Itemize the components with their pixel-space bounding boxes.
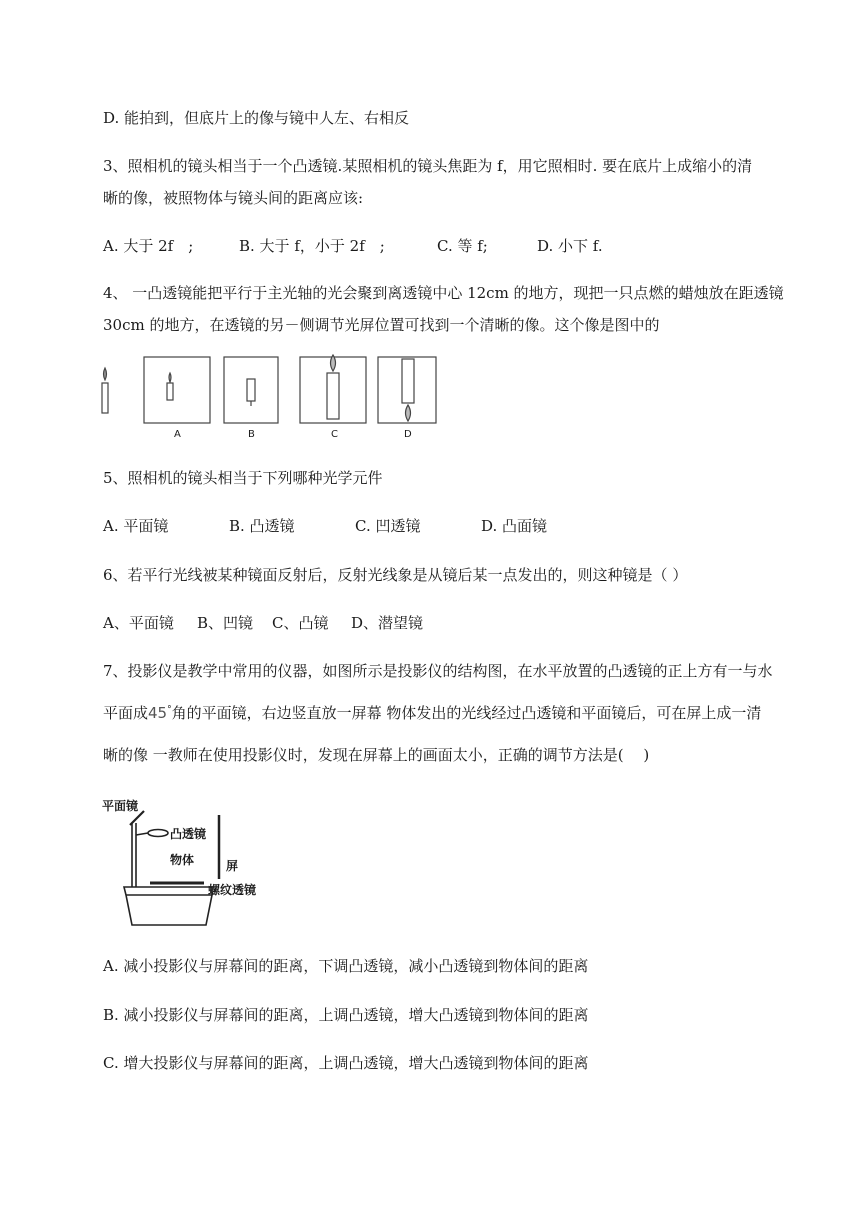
q6-option-a: A、平面镜 bbox=[103, 614, 174, 632]
projector-base bbox=[124, 887, 212, 925]
q3-option-b: B. 大于 f，小于 2f ; bbox=[239, 237, 385, 255]
option-a-candle-icon bbox=[167, 383, 173, 400]
q6-option-c: C、凸镜 bbox=[272, 614, 329, 632]
option-c-candle-icon bbox=[327, 373, 339, 419]
q5-option-c: C. 凹透镜 bbox=[355, 517, 421, 535]
label-object: 物体 bbox=[170, 853, 195, 867]
q7-option-b: B. 减小投影仪与屏幕间的距离，上调凸透镜，增大凸透镜到物体间的距离 bbox=[103, 1006, 589, 1024]
option-a-frame bbox=[144, 357, 210, 423]
q7-option-a: A. 减小投影仪与屏幕间的距离，下调凸透镜，减小凸透镜到物体间的距离 bbox=[103, 957, 589, 975]
label-lens: 凸透镜 bbox=[170, 827, 207, 841]
lens-icon bbox=[148, 830, 168, 837]
q5-stem: 5、照相机的镜头相当于下列哪种光学元件 bbox=[103, 469, 383, 487]
original-flame-icon bbox=[104, 368, 107, 380]
q6-stem: 6、若平行光线被某种镜面反射后，反射光线象是从镜后某一点发出的，则这种镜是（ ） bbox=[103, 566, 688, 584]
q3-stem-line2: 晰的像，被照物体与镜头间的距离应该: bbox=[103, 189, 364, 207]
q3-stem-line1: 3、照相机的镜头相当于一个凸透镜.某照相机的镜头焦距为 f，用它照相时. 要在底片上成缩小的清 bbox=[103, 157, 753, 175]
q5-option-a: A. 平面镜 bbox=[103, 517, 169, 535]
option-d-candle-icon bbox=[402, 359, 414, 403]
q2-option-d: D. 能拍到，但底片上的像与镜中人左、右相反 bbox=[103, 109, 410, 127]
option-b-candle-icon bbox=[247, 379, 255, 401]
q7-degree: ° bbox=[167, 705, 172, 715]
q5-option-b: B. 凸透镜 bbox=[229, 517, 295, 535]
q5-option-d: D. 凸面镜 bbox=[481, 517, 548, 535]
q4-label-a: A bbox=[174, 429, 181, 440]
q7-stem-line2 bbox=[103, 700, 761, 723]
original-candle-icon bbox=[102, 383, 108, 413]
q3-option-c: C. 等 f; bbox=[437, 237, 488, 255]
q7-stem-line3: 晰的像 一教师在使用投影仪时，发现在屏幕上的画面太小，正确的调节方法是( ) bbox=[103, 746, 650, 764]
q4-stem-line2: 30cm 的地方，在透镜的另－侧调节光屏位置可找到一个清晰的像。这个像是图中的 bbox=[103, 316, 660, 334]
label-screen: 屏 bbox=[226, 859, 239, 873]
q4-candle-figure bbox=[100, 353, 440, 445]
option-b-frame bbox=[224, 357, 278, 423]
q7-projector-figure bbox=[100, 795, 280, 935]
q7-stem-line2-b: 角的平面镜，右边竖直放一屏幕 物体发出的光线经过凸透镜和平面镜后，可在屏上成一清 bbox=[171, 704, 762, 722]
q4-candle-figure-svg bbox=[100, 353, 440, 445]
q7-option-c: C. 增大投影仪与屏幕间的距离，上调凸透镜，增大凸透镜到物体间的距离 bbox=[103, 1054, 589, 1072]
q4-label-c: C bbox=[331, 429, 338, 440]
q4-stem-line1: 4、 一凸透镜能把平行于主光轴的光会聚到离透镜中心 12cm 的地方，现把一只点燃的蜡烛放在距透镜 bbox=[103, 284, 784, 302]
q3-option-a: A. 大于 2f ; bbox=[103, 237, 194, 255]
q3-option-d: D. 小下 f. bbox=[537, 237, 603, 255]
q6-option-b: B、凹镜 bbox=[197, 614, 254, 632]
q5-options bbox=[103, 516, 547, 536]
q7-angle: 45 bbox=[148, 704, 168, 722]
q6-option-d: D、潜望镜 bbox=[351, 614, 424, 632]
q7-stem-line2-a: 平面成 bbox=[103, 704, 149, 722]
label-fresnel-lens: 螺纹透镜 bbox=[208, 883, 257, 897]
q6-options bbox=[103, 613, 423, 633]
q7-stem-line1: 7、投影仪是教学中常用的仪器，如图所示是投影仪的结构图，在水平放置的凸透镜的正上方有一与水 bbox=[103, 662, 773, 680]
q4-label-b: B bbox=[248, 429, 255, 440]
q3-options bbox=[103, 236, 603, 256]
q4-label-d: D bbox=[404, 429, 412, 440]
label-mirror: 平面镜 bbox=[102, 799, 139, 813]
